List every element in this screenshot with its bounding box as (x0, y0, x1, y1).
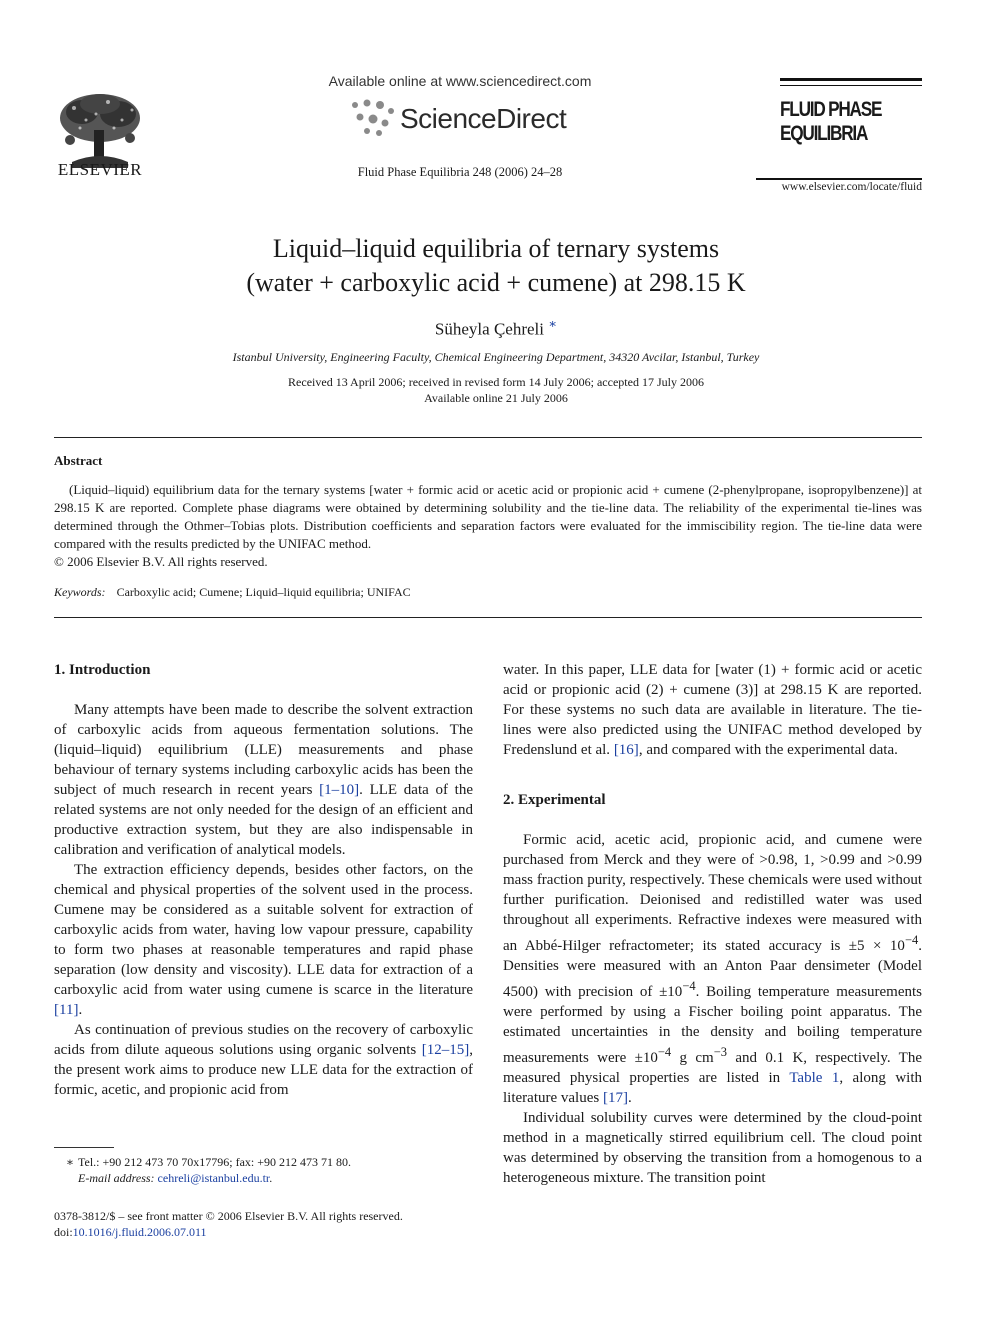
doi-link[interactable]: 10.1016/j.fluid.2006.07.011 (72, 1225, 207, 1239)
article-dates (80, 374, 912, 406)
abstract-heading: Abstract (54, 453, 103, 468)
footnote-contact: ∗ Tel.: +90 212 473 70 70x17796; fax: +90 212 473 71 80. (54, 1154, 474, 1170)
sciencedirect-wordmark: ScienceDirect (400, 103, 567, 134)
available-online-line: Available online at www.sciencedirect.com (328, 73, 592, 89)
keywords-list: Carboxylic acid; Cumene; Liquid–liquid equilibria; UNIFAC (116, 585, 411, 599)
keywords-label: Keywords: (54, 585, 106, 599)
table-link[interactable]: Table 1 (789, 1070, 840, 1086)
intro-paragraph-1: Many attempts have been made to describe the solvent extraction of carboxylic acids from aqueous fermentation solutions. The (liquid–liquid) equilibrium (LLE) measurements and phase behaviour of ternary systems including carboxylic acids has been the subject of much research in recent years [1–10]. LLE data of the related systems are not only needed for the design of an efficient and productive extraction system, but they are also indispensable in calibration and verification of analytical models. (54, 702, 473, 858)
journal-logo (780, 98, 896, 146)
citation-link[interactable]: [16] (613, 742, 639, 758)
title-line-1: Liquid–liquid equilibria of ternary systems (272, 234, 720, 263)
footnote-rule (54, 1147, 114, 1148)
intro-paragraph-2: The extraction efficiency depends, besides other factors, on the chemical and physical properties of the solvent used in the process. Cumene may be considered as a suitable solvent for extraction of carboxylic acids from water, having low vapour pressure, capability to form two phases at reasonable temperatures and rapid phase separation (low density and viscosity). LLE data for extraction of a carboxylic acid from water using cumene is scarce in the literature [11]. (54, 862, 473, 1018)
front-matter (54, 1208, 403, 1240)
received-dates: Received 13 April 2006; received in revised form 14 July 2006; accepted 17 July 2006 (288, 375, 704, 389)
footnote-star: ∗ (65, 1155, 74, 1169)
footnote-email: E-mail address: cehreli@istanbul.edu.tr. (54, 1170, 474, 1186)
experimental-heading: 2. Experimental (503, 792, 606, 808)
issn-line: 0378-3812/$ – see front matter © 2006 Elsevier B.V. All rights reserved. (54, 1209, 403, 1223)
title-line-2: (water + carboxylic acid + cumene) at 298.15 K (246, 268, 746, 297)
citation-link[interactable]: [17] (602, 1090, 628, 1106)
abstract-text: (Liquid–liquid) equilibrium data for the ternary systems [water + formic acid or acetic acid or propionic acid + cumene (2-phenylpropane, isopropylbenzene)] at 298.15 K are reported. Complete phase diagrams were obtained by determining solubility and the tie-line data. The reliability of the experimental tie-lines was determined through the Othmer–Tobias plots. Distribution coefficients and separation factors were evaluated for the immiscibility region. The tie-line data were compared with the results predicted by the UNIFAC method. (54, 482, 922, 551)
intro-heading: 1. Introduction (54, 662, 151, 678)
experimental-paragraph-2: Individual solubility curves were determined by the cloud-point method in a magnetically stirred equilibrium cell. The cloud point was determined by observing the transition from a homogenous to a heterogeneous mixture. The transition point (503, 1110, 922, 1186)
keywords-line (54, 585, 411, 600)
journal-citation: Fluid Phase Equilibria 248 (2006) 24–28 (357, 165, 563, 179)
author-footnote-link[interactable]: ∗ (548, 316, 558, 331)
citation-link[interactable]: [11] (54, 1002, 79, 1018)
right-column (503, 660, 922, 1188)
email-link[interactable]: cehreli@istanbul.edu.tr (157, 1171, 270, 1185)
abstract-body (54, 481, 922, 553)
abstract-rule-bottom (54, 617, 922, 618)
publisher-wordmark: ELSEVIER (57, 160, 143, 179)
author-name: Süheyla Çehreli (434, 319, 544, 339)
citation-link[interactable]: [12–15] (421, 1042, 470, 1058)
journal-logo-rule-top (780, 78, 922, 81)
journal-logo-line1: FLUID PHASE (780, 98, 882, 121)
journal-logo-rule-mid (780, 85, 922, 86)
abstract-copyright: © 2006 Elsevier B.V. All rights reserved. (54, 554, 268, 569)
journal-logo-line2: EQUILIBRIA (780, 122, 868, 145)
author-line (120, 316, 872, 340)
affiliation: Istanbul University, Engineering Faculty, Chemical Engineering Department, 34320 Avcilar, Istanbul, Turkey (232, 350, 760, 364)
intro-paragraph-3-continued: water. In this paper, LLE data for [water (1) + formic acid or acetic acid or propionic acid (2) + cumene (3)] at 298.15 K are reported. For these systems no such data are available in literature. The tie-lines were also predicted using the UNIFAC method developed by Fredenslund et al. [16], and compared with the experimental data. (503, 662, 922, 758)
abstract-rule-top (54, 437, 922, 438)
journal-logo-rule-bottom (756, 178, 922, 180)
article-title (120, 232, 872, 300)
experimental-paragraph-1: Formic acid, acetic acid, propionic acid, and cumene were purchased from Merck and they were of >0.98, 1, >0.99 and >0.99 mass fraction purity, respectively. These chemicals were used without further purification. Deionised and redistilled water was used throughout all experiments. Refractive indexes were measured with an Abbé-Hilger refractometer; its stated accuracy is $\pm 5 \times 10^{-4}$. Densities were measured with an Anton Paar densimeter (Model 4500) with precision of $\pm 10^{-4}$. Boiling temperature measurements were performed by using a Fischer boiling point apparatus. The estimated uncertainties in the density and boiling temperature measurements were $\pm 10^{-4}$ g $cm^{-3}$ and 0.1 K, respectively. The measured physical properties are listed in Table 1, along with literature values [17]. (503, 832, 923, 1106)
doi-line: doi:10.1016/j.fluid.2006.07.011 (54, 1225, 207, 1239)
intro-paragraph-3: As continuation of previous studies on the recovery of carboxylic acids from dilute aqueous solutions using organic solvents [12–15], the present work aims to produce new LLE data for the extraction of formic, acetic, and propionic acid from (54, 1022, 473, 1098)
left-column (54, 660, 473, 1100)
citation-link[interactable]: [1–10] (319, 782, 360, 798)
available-date: Available online 21 July 2006 (424, 391, 568, 405)
email-label: E-mail address: (78, 1171, 155, 1185)
author-footnote (54, 1154, 474, 1186)
journal-url-link[interactable]: www.elsevier.com/locate/fluid (781, 181, 922, 193)
